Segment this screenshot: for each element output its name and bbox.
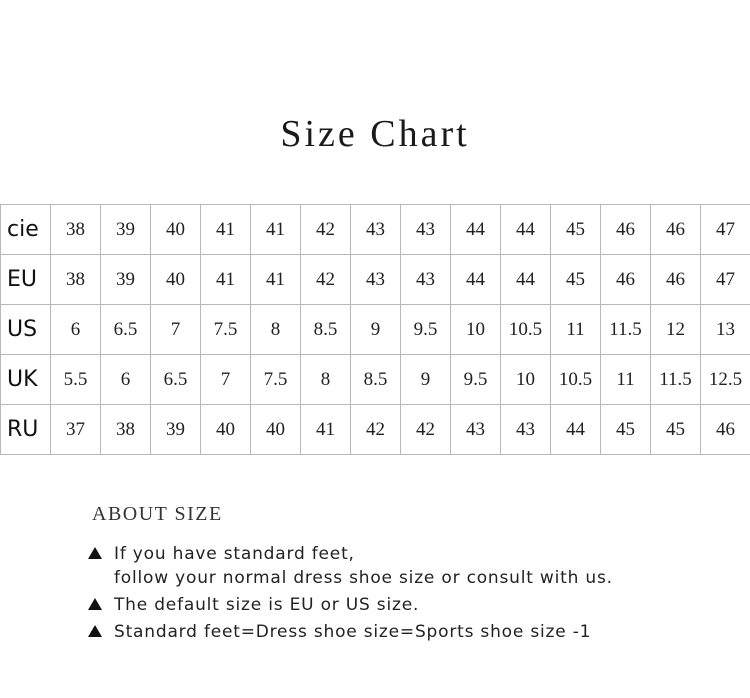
size-cell: 10.5 — [551, 355, 601, 405]
size-cell: 10 — [501, 355, 551, 405]
list-item — [88, 620, 613, 644]
size-cell: 6.5 — [151, 355, 201, 405]
list-item — [88, 593, 613, 617]
table-row — [1, 405, 750, 455]
table-row — [1, 305, 750, 355]
size-cell: 43 — [401, 255, 451, 305]
size-cell: 41 — [251, 255, 301, 305]
size-cell: 6.5 — [101, 305, 151, 355]
size-cell: 39 — [101, 255, 151, 305]
size-cell: 42 — [301, 205, 351, 255]
size-cell: 46 — [701, 405, 750, 455]
size-cell: 6 — [101, 355, 151, 405]
size-cell: 46 — [601, 255, 651, 305]
size-table — [0, 204, 750, 455]
triangle-up-icon — [88, 547, 102, 559]
size-cell: 47 — [701, 205, 750, 255]
size-cell: 43 — [351, 255, 401, 305]
size-cell: 9.5 — [401, 305, 451, 355]
size-cell: 47 — [701, 255, 750, 305]
size-cell: 38 — [101, 405, 151, 455]
size-cell: 40 — [201, 405, 251, 455]
size-cell: 41 — [201, 255, 251, 305]
size-cell: 44 — [501, 205, 551, 255]
size-cell: 38 — [51, 205, 101, 255]
size-cell: 39 — [101, 205, 151, 255]
size-cell: 10 — [451, 305, 501, 355]
size-cell: 40 — [151, 255, 201, 305]
page-title: Size Chart — [280, 113, 470, 155]
about-size-heading: ABOUT SIZE — [92, 503, 223, 525]
size-cell: 43 — [501, 405, 551, 455]
size-cell: 7 — [151, 305, 201, 355]
size-cell: 41 — [251, 205, 301, 255]
size-cell: 9 — [401, 355, 451, 405]
size-cell: 43 — [401, 205, 451, 255]
size-cell: 11.5 — [651, 355, 701, 405]
size-cell: 11.5 — [601, 305, 651, 355]
size-cell: 11 — [601, 355, 651, 405]
size-cell: 8 — [301, 355, 351, 405]
size-cell: 46 — [651, 205, 701, 255]
size-cell: 44 — [501, 255, 551, 305]
row-label: RU — [1, 405, 51, 455]
row-label: UK — [1, 355, 51, 405]
row-label: US — [1, 305, 51, 355]
size-cell: 42 — [401, 405, 451, 455]
note-text: Standard feet=Dress shoe size=Sports shoe size -1 — [114, 622, 592, 642]
size-cell: 40 — [251, 405, 301, 455]
size-cell: 45 — [551, 205, 601, 255]
size-cell: 44 — [451, 205, 501, 255]
size-cell: 43 — [351, 205, 401, 255]
size-cell: 43 — [451, 405, 501, 455]
table-row — [1, 205, 750, 255]
size-cell: 13 — [701, 305, 750, 355]
size-cell: 38 — [51, 255, 101, 305]
size-cell: 44 — [551, 405, 601, 455]
size-cell: 12.5 — [701, 355, 750, 405]
size-cell: 7.5 — [251, 355, 301, 405]
size-cell: 5.5 — [51, 355, 101, 405]
table-row — [1, 255, 750, 305]
note-text: The default size is EU or US size. — [114, 595, 420, 615]
size-cell: 11 — [551, 305, 601, 355]
note-text: If you have standard feet, follow your normal dress shoe size or consult with us. — [114, 544, 613, 588]
size-cell: 45 — [651, 405, 701, 455]
size-cell: 6 — [51, 305, 101, 355]
size-cell: 46 — [651, 255, 701, 305]
size-cell: 7.5 — [201, 305, 251, 355]
size-cell: 42 — [351, 405, 401, 455]
size-cell: 8 — [251, 305, 301, 355]
table-row — [1, 355, 750, 405]
triangle-up-icon — [88, 625, 102, 637]
row-label: EU — [1, 255, 51, 305]
row-label: cie — [1, 205, 51, 255]
size-cell: 44 — [451, 255, 501, 305]
size-cell: 8.5 — [301, 305, 351, 355]
size-cell: 39 — [151, 405, 201, 455]
size-cell: 37 — [51, 405, 101, 455]
list-item — [88, 542, 613, 590]
triangle-up-icon — [88, 598, 102, 610]
size-cell: 7 — [201, 355, 251, 405]
size-cell: 9.5 — [451, 355, 501, 405]
about-size-notes — [88, 542, 613, 647]
size-cell: 46 — [601, 205, 651, 255]
size-cell: 12 — [651, 305, 701, 355]
size-cell: 45 — [551, 255, 601, 305]
size-cell: 40 — [151, 205, 201, 255]
size-cell: 42 — [301, 255, 351, 305]
size-cell: 10.5 — [501, 305, 551, 355]
size-cell: 41 — [301, 405, 351, 455]
size-cell: 9 — [351, 305, 401, 355]
size-cell: 45 — [601, 405, 651, 455]
size-cell: 8.5 — [351, 355, 401, 405]
size-cell: 41 — [201, 205, 251, 255]
